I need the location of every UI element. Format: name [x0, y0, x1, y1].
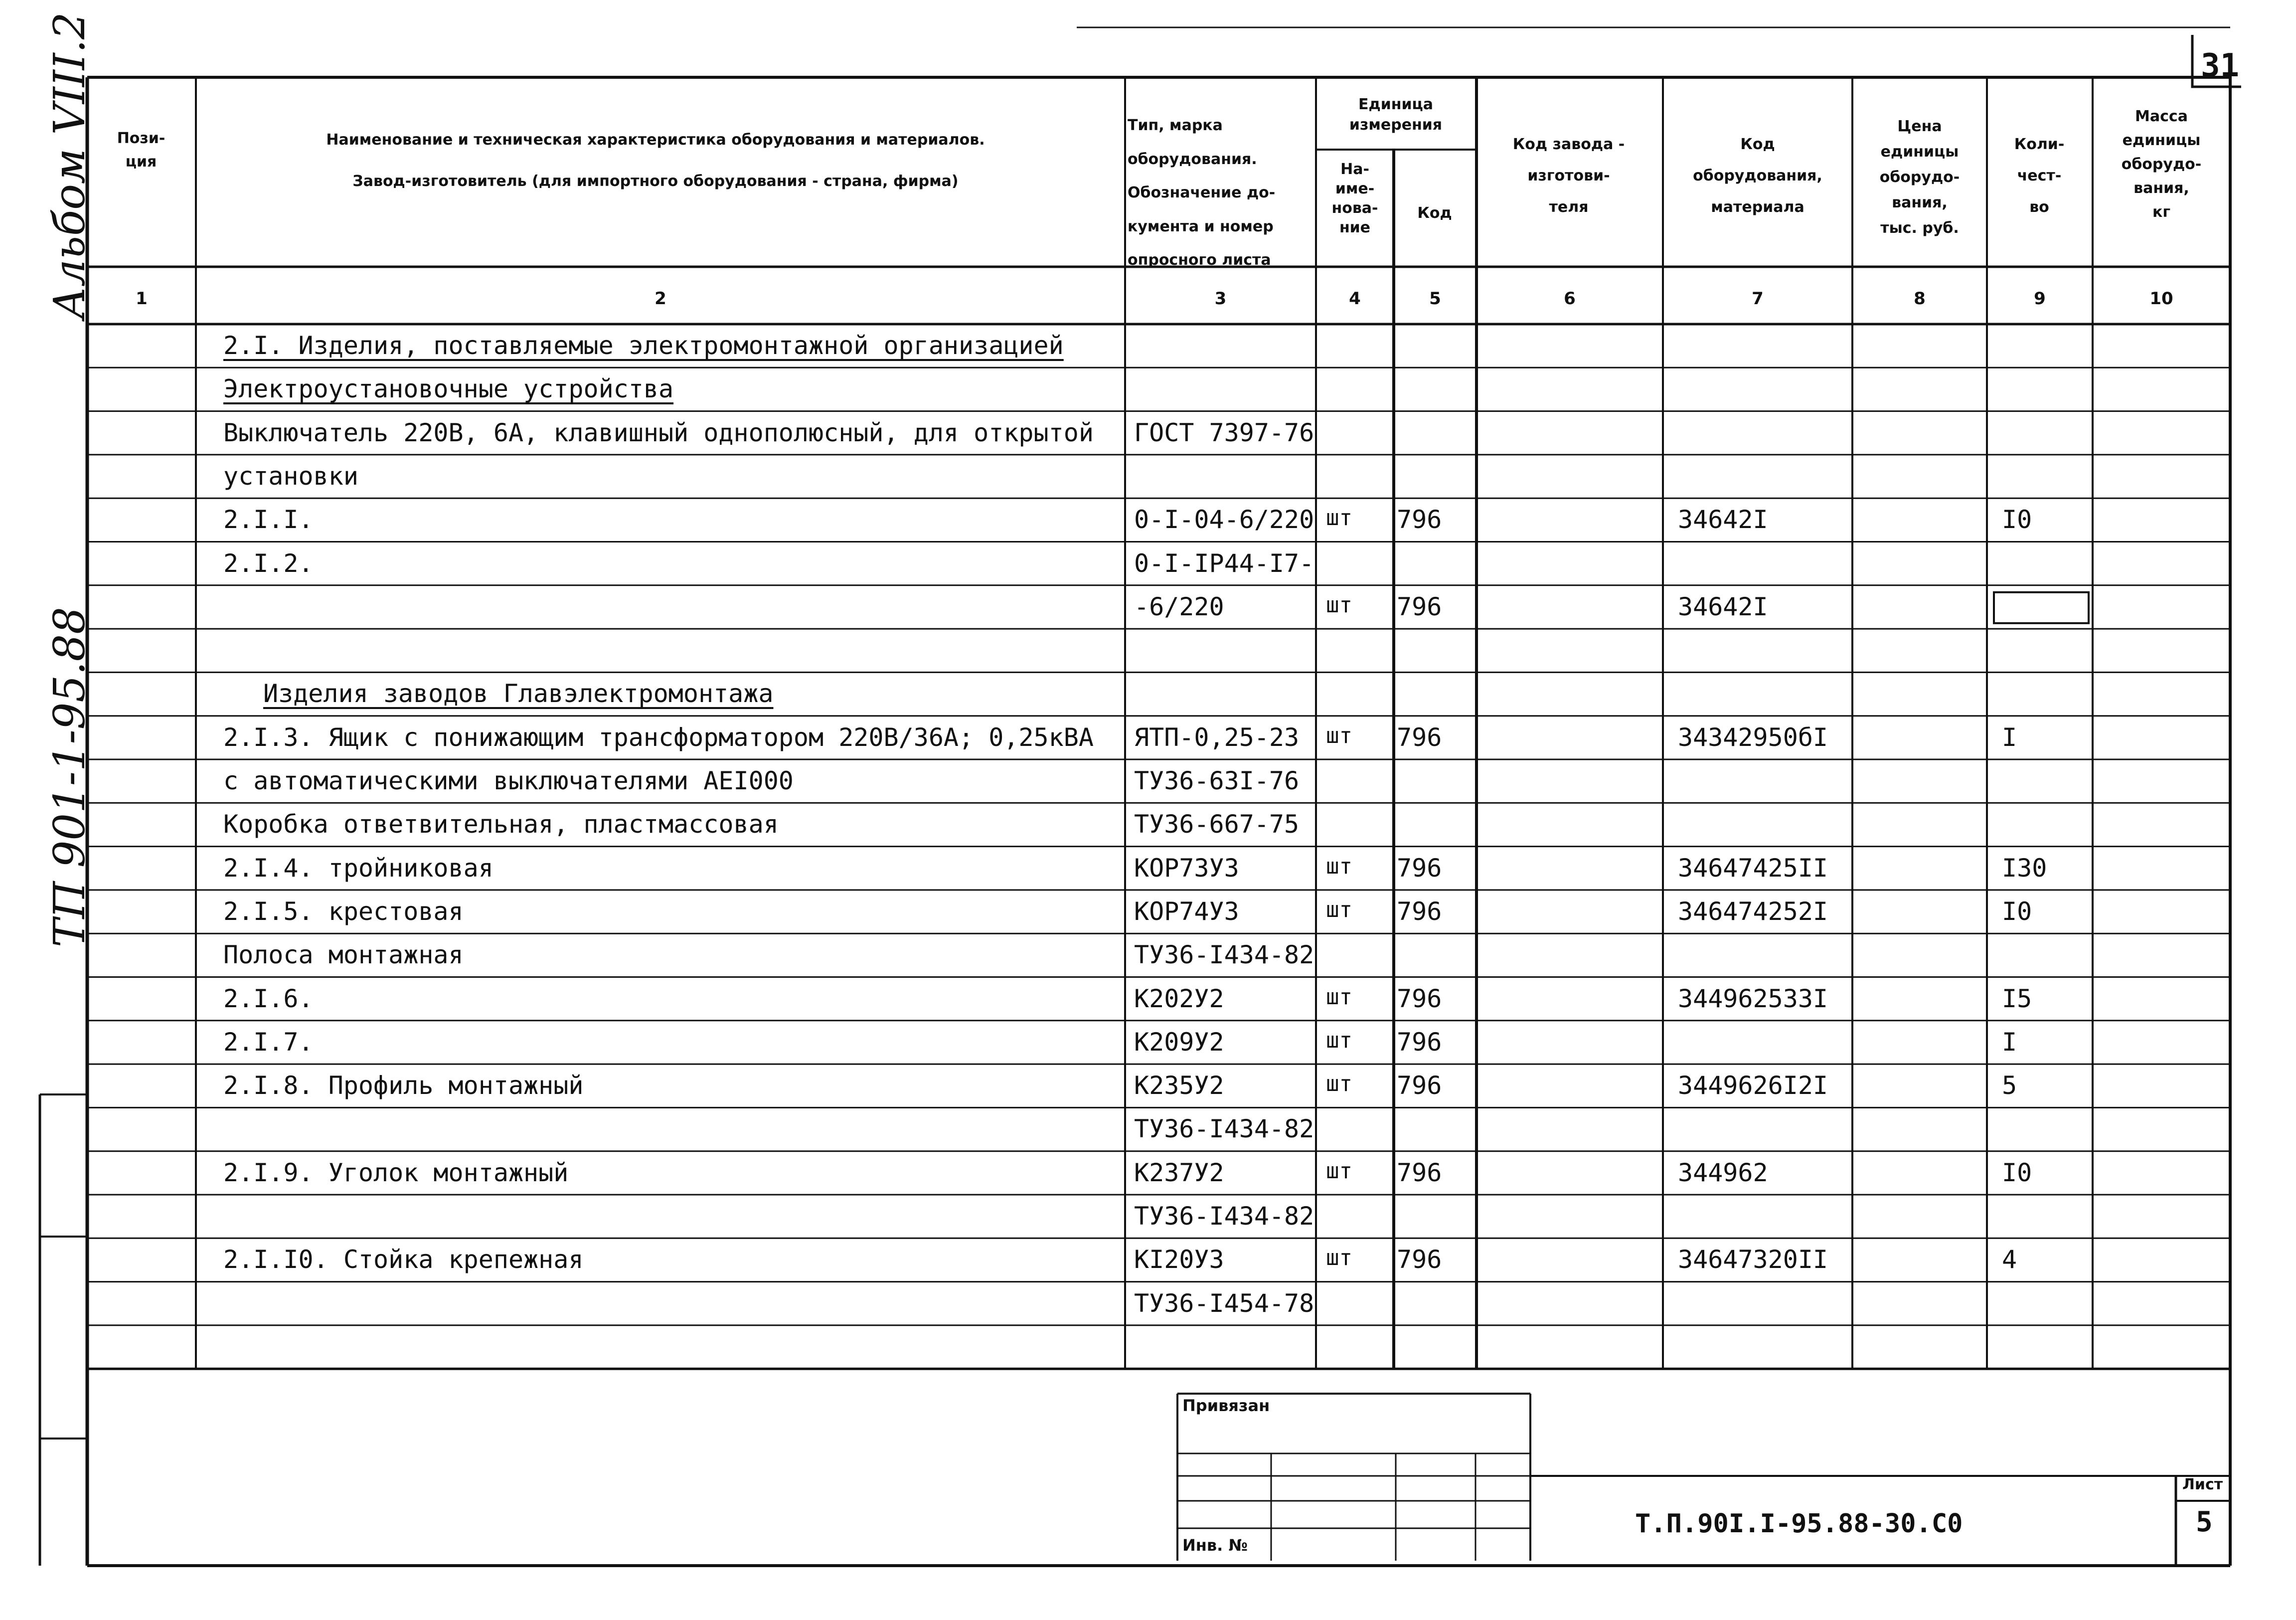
stamp-sheet-label: Лист	[2182, 1476, 2223, 1493]
stamp-sheet-number: 5	[2196, 1506, 2213, 1538]
header-col2	[199, 129, 1112, 193]
header-col5: Код	[1417, 204, 1452, 222]
cell-c5: 796	[1397, 984, 1442, 1013]
cell-c2: 2.I.4. тройниковая	[223, 853, 493, 883]
cell-c2: 2.I.7.	[223, 1027, 314, 1057]
header-col4: На- име- нова- ние	[1331, 161, 1378, 236]
cell-c3: К202У2	[1134, 984, 1224, 1013]
cell-c5: 796	[1397, 1158, 1442, 1187]
cell-c2: с автоматическими выключателями АЕI000	[223, 766, 794, 795]
cell-c7: 344962	[1678, 1158, 1768, 1187]
column-number: 3	[1214, 289, 1227, 309]
cell-c3: ТУ36-I434-82	[1134, 1202, 1314, 1231]
column-number: 8	[1914, 289, 1926, 309]
column-number: 5	[1429, 289, 1441, 309]
cell-c5: 796	[1397, 592, 1442, 621]
cell-c2: Электроустановочные устройства	[223, 374, 674, 404]
cell-c2: Коробка ответвительная, пластмассовая	[223, 810, 779, 839]
cell-c3: ТУ36-I434-82	[1134, 1114, 1314, 1144]
quantity-empty-box	[1994, 592, 2089, 623]
project-label: ТП 901-1-95.88	[45, 607, 95, 947]
header-col6: Код завода - изготови- теля	[1512, 136, 1625, 216]
header-col3: Тип, марка оборудования. Обозначение до- кумента и номер опросного листа	[1128, 117, 1276, 269]
cell-c2: 2.I.I.	[223, 505, 314, 535]
cell-c7: 34647320II	[1678, 1245, 1828, 1274]
cell-c4: шт	[1326, 897, 1352, 922]
column-number: 7	[1752, 289, 1764, 309]
header-col10: Масса единицы оборудо- вания, кг	[2121, 108, 2202, 221]
cell-c3: ТУ36-I434-82	[1134, 940, 1314, 970]
cell-c2: 2.I.8. Профиль монтажный	[223, 1071, 584, 1100]
column-number: 9	[2034, 289, 2046, 309]
cell-c2: установки	[223, 461, 358, 491]
cell-c3: ТУ36-63I-76	[1134, 766, 1300, 795]
cell-c9: 4	[2002, 1245, 2017, 1274]
cell-c2: Изделия заводов Главэлектромонтажа	[263, 679, 774, 709]
cell-c3: ТУ36-667-75	[1134, 810, 1300, 839]
page-number-top: 31	[2201, 47, 2240, 84]
cell-c7: 346474252I	[1678, 897, 1828, 926]
cell-c5: 796	[1397, 853, 1442, 883]
cell-c7: 3449626I2I	[1678, 1071, 1828, 1100]
header-col8: Цена единицы оборудо- вания, тыс. руб.	[1879, 118, 1960, 237]
cell-c4: шт	[1326, 505, 1352, 531]
header-col7: Код оборудования, материала	[1693, 136, 1822, 216]
cell-c4: шт	[1326, 592, 1352, 618]
cell-c9: 5	[2002, 1071, 2017, 1100]
cell-c3: -6/220	[1134, 592, 1224, 621]
cell-c4: шт	[1326, 722, 1352, 748]
cell-c7: 34342950бI	[1678, 722, 1828, 752]
cell-c9: I5	[2002, 984, 2032, 1013]
cell-c3: ЯТП-0,25-23	[1134, 722, 1300, 752]
cell-c5: 796	[1397, 505, 1442, 535]
cell-c3: ГОСТ 7397-76	[1134, 418, 1314, 447]
cell-c5: 796	[1397, 1245, 1442, 1274]
cell-c4: шт	[1326, 1027, 1352, 1053]
cell-c2: 2.I.9. Уголок монтажный	[223, 1158, 569, 1187]
column-number: 10	[2149, 289, 2173, 309]
header-col2-line1: Наименование и техническая характеристика оборудования и материалов.	[326, 131, 985, 149]
album-label: Альбом VIII.2	[45, 12, 95, 319]
cell-c9: I	[2002, 722, 2017, 752]
cell-c3: КОР73У3	[1134, 853, 1239, 883]
column-number: 6	[1564, 289, 1576, 309]
cell-c5: 796	[1397, 897, 1442, 926]
cell-c4: шт	[1326, 1245, 1352, 1271]
cell-c2: 2.I.2.	[223, 548, 314, 578]
cell-c5: 796	[1397, 1071, 1442, 1100]
cell-c9: I0	[2002, 505, 2032, 535]
cell-c3: К237У2	[1134, 1158, 1224, 1187]
cell-c7: 34647425II	[1678, 853, 1828, 883]
cell-c2: 2.I.5. крестовая	[223, 897, 464, 926]
column-number: 4	[1349, 289, 1361, 309]
cell-c9: I0	[2002, 897, 2032, 926]
cell-c7: 344962533I	[1678, 984, 1828, 1013]
cell-c3: КI20У3	[1134, 1245, 1224, 1274]
header-col1	[89, 127, 193, 174]
cell-c3: 0-I-IP44-I7-	[1134, 548, 1314, 578]
cell-c2: Полоса монтажная	[223, 940, 464, 970]
cell-c7: 34642I	[1678, 505, 1768, 535]
header-col1-text: Пози- ция	[117, 130, 165, 171]
cell-c3: КОР74У3	[1134, 897, 1239, 926]
cell-c7: 34642I	[1678, 592, 1768, 621]
cell-c4: шт	[1326, 853, 1352, 879]
cell-c2: 2.I. Изделия, поставляемые электромонтажной организацией	[223, 331, 1064, 360]
cell-c2: 2.I.6.	[223, 984, 314, 1013]
cell-c9: I0	[2002, 1158, 2032, 1187]
stamp-inv-no: Инв. №	[1182, 1536, 1248, 1555]
cell-c4: шт	[1326, 1158, 1352, 1184]
cell-c5: 796	[1397, 722, 1442, 752]
cell-c9: I30	[2002, 853, 2047, 883]
cell-c3: К209У2	[1134, 1027, 1224, 1057]
cell-c4: шт	[1326, 984, 1352, 1010]
stamp-privyazan: Привязан	[1182, 1396, 1270, 1415]
cell-c3: 0-I-04-6/220	[1134, 505, 1314, 535]
stamp-designation: Т.П.90I.I-95.88-30.С0	[1635, 1509, 1963, 1539]
cell-c2: 2.I.I0. Стойка крепежная	[223, 1245, 584, 1274]
header-col45-group: Единица измерения	[1349, 96, 1443, 134]
cell-c2: Выключатель 220В, 6А, клавишный однополюсный, для открытой	[223, 418, 1094, 447]
header-col2-line2: Завод-изготовитель (для импортного оборудования - страна, фирма)	[352, 172, 959, 190]
cell-c4: шт	[1326, 1071, 1352, 1097]
cell-c3: ТУ36-I454-78	[1134, 1288, 1314, 1318]
cell-c3: К235У2	[1134, 1071, 1224, 1100]
cell-c9: I	[2002, 1027, 2017, 1057]
column-number: 2	[655, 289, 666, 309]
header-col9: Коли- чест- во	[2014, 136, 2065, 216]
cell-c5: 796	[1397, 1027, 1442, 1057]
column-number: 1	[136, 289, 148, 309]
cell-c2: 2.I.3. Ящик с понижающим трансформатором 220В/36А; 0,25кВА	[223, 722, 1094, 752]
